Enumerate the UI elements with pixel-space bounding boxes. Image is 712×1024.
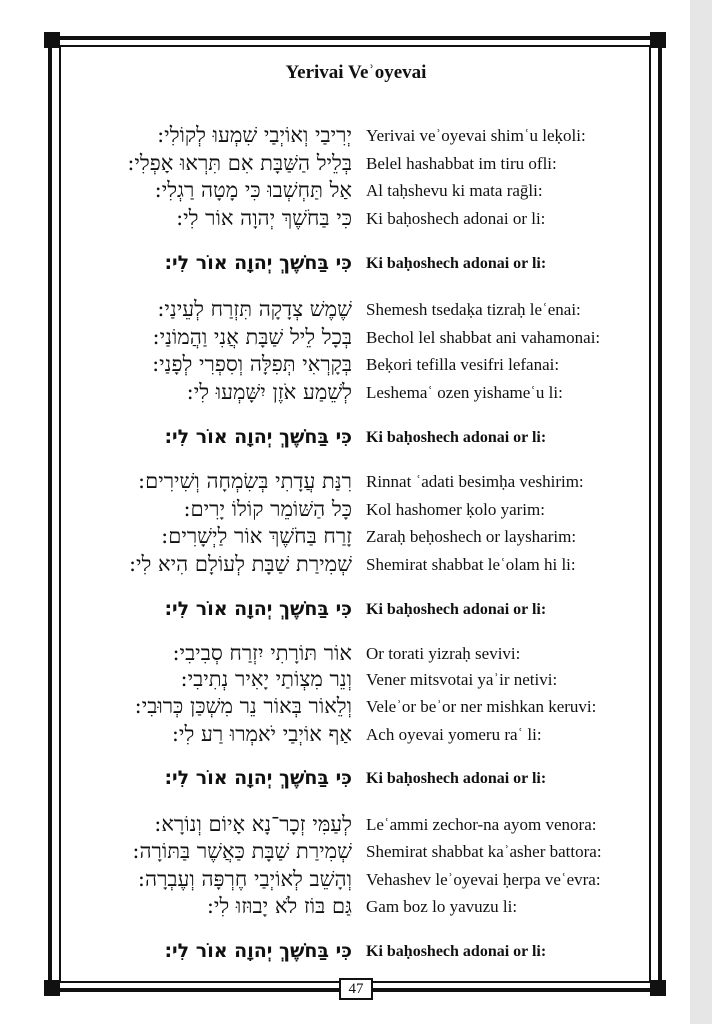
verse-line [60,666,652,694]
transliteration-text: Kol hashomer ḳolo yarim: [366,500,545,519]
transliteration-text: Ach oyevai yomeru raʿ li: [366,725,542,744]
transliteration-text: Leshemaʿ ozen yishameʿu li: [366,383,563,402]
transliteration-text: Leʿammi zechor-na ayom venora: [366,815,597,834]
transliteration-text: Zaraḥ beḥoshech or laysharim: [366,527,577,546]
hebrew-text: אַף אוֹיְבַי יֹאמְרוּ רַע לִי: [171,722,352,746]
refrain-line [60,596,652,624]
transliteration-text: Bechol lel shabbat ani vahamonai: [366,328,601,347]
transliteration-text: Or torati yizraḥ sevivi: [366,644,521,663]
hebrew-refrain: כִּי בַּחֹשֶׁךְ יְהוָה אוֹר לִי: [164,252,352,274]
page-number: 47 [339,978,373,1000]
refrain-line [60,424,652,452]
transliteration-text: Al taḥshevu ki mata raḡli: [366,181,543,200]
verse-line [60,866,652,894]
transliteration-text: Belel hashabbat im tiru ofli: [366,154,557,173]
refrain-line [60,765,652,793]
verse-line [60,379,652,407]
corner-ornament-bottom-left [44,980,60,996]
transliteration-text: Shemirat shabbat kaʾasher battora: [366,842,602,861]
transliteration-refrain: Ki baḥoshech adonai or li: [366,601,547,618]
hebrew-text: בְּלֵיל הַשַּׁבָּת אִם תִּרְאוּ אָפְלִי: [127,151,352,175]
verse-line [60,811,652,839]
transliteration-text: Veleʾor beʾor ner mishkan keruvi: [366,697,597,716]
corner-ornament-top-right [650,32,666,48]
hebrew-text: לְעַמִּי זְכָר־נָא אָיוֹם וְנוֹרָא: [154,812,352,836]
hebrew-text: כָּל הַשּׁוֹמֵר קוֹלוֹ יָרִים: [183,497,352,521]
hebrew-refrain: כִּי בַּחֹשֶׁךְ יְהוָה אוֹר לִי: [164,598,352,620]
verse-line [60,523,652,551]
verse-line [60,721,652,749]
verse-line [60,122,652,150]
hebrew-text: שְׁמִירַת שַׁבָּת כַּאֲשֶׁר בַּתּוֹרָה: [132,839,352,863]
transliteration-text: Shemirat shabbat leʿolam hi li: [366,555,576,574]
transliteration-refrain: Ki baḥoshech adonai or li: [366,255,547,272]
verse-line [60,893,652,921]
transliteration-text: Rinnat ʿadati besimḥa veshirim: [366,472,584,491]
transliteration-text: Beḳori tefilla vesifri lefanai: [366,355,560,374]
transliteration-text: Vener mitsvotai yaʾir netivi: [366,670,558,689]
verse-line [60,177,652,205]
verse-line [60,838,652,866]
verse-line [60,296,652,324]
verse-line [60,150,652,178]
transliteration-text: Shemesh tsedaḳa tizraḥ leʿenai: [366,300,581,319]
verse-line [60,551,652,579]
page-edge-shadow [690,0,712,1024]
hebrew-text: שְׁמִירַת שַׁבָּת לְעוֹלָם הִיא לִי: [128,552,352,576]
verse-line [60,205,652,233]
transliteration-refrain: Ki baḥoshech adonai or li: [366,429,547,446]
hebrew-refrain: כִּי בַּחֹשֶׁךְ יְהוָה אוֹר לִי: [164,426,352,448]
hebrew-text: אַל תַּחְשְׁבוּ כִּי מָטָה רַגְלִי: [154,178,352,202]
verse-line [60,468,652,496]
transliteration-text: Vehashev leʾoyevai ḥerpa veʿevra: [366,870,601,889]
hebrew-text: וְנֵר מִצְוֹתַי יָאִיר נְתִיבִי: [180,667,352,691]
hebrew-text: בְּקָרְאִי תְּפִלָּה וְסִפְרִי לְפָנַי: [152,352,352,376]
hebrew-text: וְלֵאוֹר בְּאוֹר נֵר מִשְׁכַּן כְּרוּבִי: [134,694,352,718]
hebrew-text: גַּם בּוֹז לֹא יָבוּזוּ לִי: [206,894,352,918]
verse-line [60,351,652,379]
hebrew-text: אוֹר תּוֹרָתִי יִזְרַח סְבִיבִי: [172,641,352,665]
hebrew-text: רִנַּת עֲדָתִי בְּשִׂמְחָה וְשִׁירִים: [138,469,352,493]
page-title: Yerivai Veʾoyevai [285,62,427,83]
verse-line [60,324,652,352]
verse-line [60,640,652,668]
refrain-line [60,938,652,966]
transliteration-text: Yerivai veʾoyevai shimʿu leḳoli: [366,126,586,145]
verse-line [60,693,652,721]
hebrew-refrain: כִּי בַּחֹשֶׁךְ יְהוָה אוֹר לִי: [164,940,352,962]
hebrew-text: לְשֵׁמַע אֹזֶן יִשָּׁמְעוּ לִי: [186,380,352,404]
transliteration-refrain: Ki baḥoshech adonai or li: [366,943,547,960]
hebrew-refrain: כִּי בַּחֹשֶׁךְ יְהוָה אוֹר לִי: [164,767,352,789]
hebrew-text: יְרִיבַי וְאוֹיְבַי שִׁמְעוּ לְקוֹלִי: [157,123,352,147]
hebrew-text: זָרַח בַּחֹשֶׁךְ אוֹר לַיְשָׁרִים: [161,524,352,548]
hebrew-text: כִּי בַּחֹשֶׁךְ יְהוָה אוֹר לִי: [176,206,352,230]
corner-ornament-bottom-right [650,980,666,996]
hebrew-text: וְהָשֵׁב לְאוֹיְבַי חֶרְפָּה וְעֶבְרָה: [137,867,352,891]
corner-ornament-top-left [44,32,60,48]
hebrew-text: בְּכָל לֵיל שַׁבָּת אֲנִי וַהֲמוֹנַי: [152,325,352,349]
transliteration-refrain: Ki baḥoshech adonai or li: [366,770,547,787]
verse-line [60,496,652,524]
refrain-line [60,250,652,278]
hebrew-text: שֶׁמֶשׁ צְדָקָה תִּזְרַח לְעֵינַי: [157,297,352,321]
transliteration-text: Gam boz lo yavuzu li: [366,897,518,916]
transliteration-text: Ki baḥoshech adonai or li: [366,209,546,228]
